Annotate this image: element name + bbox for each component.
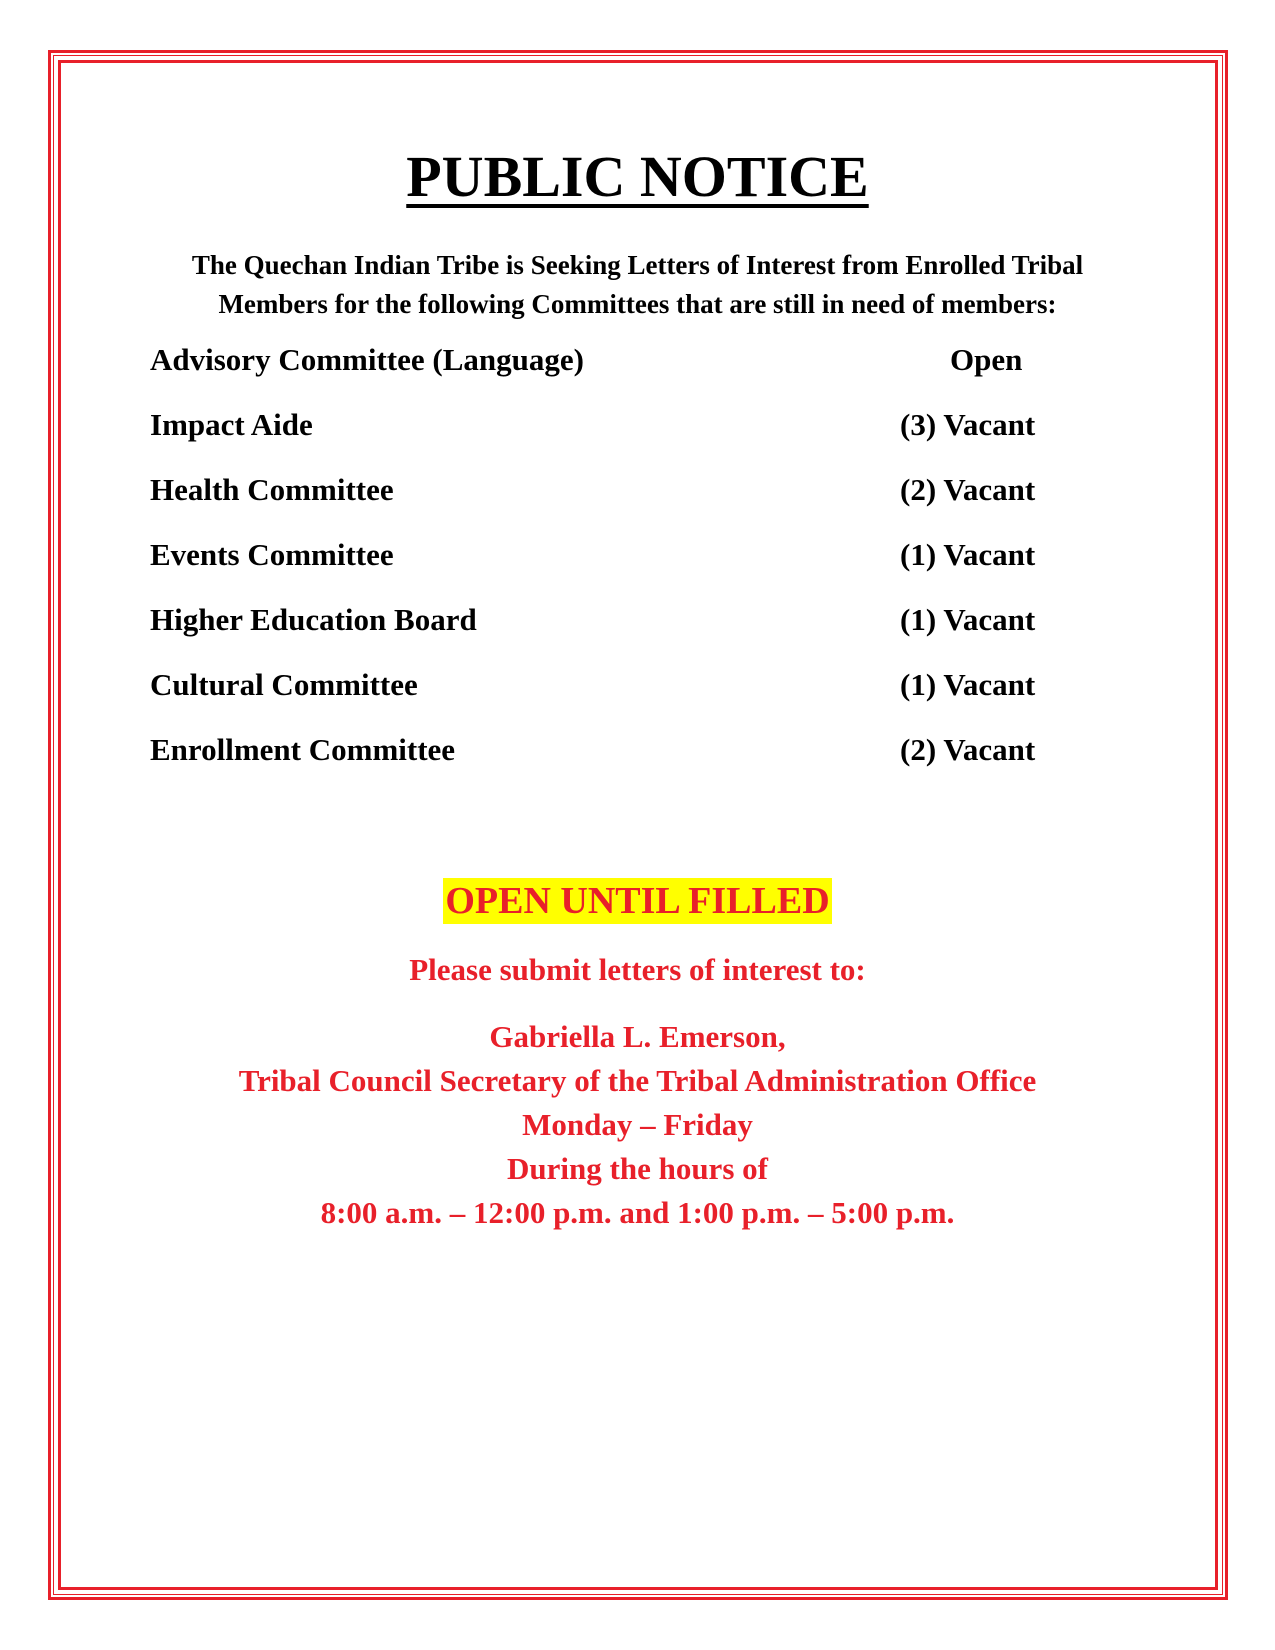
- intro-line: The Quechan Indian Tribe is Seeking Letters of Interest from Enrolled Tribal: [191, 250, 1084, 280]
- notice-title: [0, 144, 1275, 209]
- committee-name: Enrollment Committee: [150, 732, 456, 767]
- committee-row: [150, 342, 1130, 407]
- committee-name: Cultural Committee: [150, 667, 418, 702]
- submit-instructions: Please submit letters of interest to:: [409, 952, 866, 987]
- open-until-filled-text: OPEN UNTIL FILLED: [445, 880, 830, 922]
- committee-row: [150, 667, 1130, 732]
- committee-status: (1) Vacant: [900, 667, 1036, 702]
- contact-block: [0, 1015, 1275, 1235]
- committee-name: Higher Education Board: [150, 602, 477, 637]
- contact-days: Monday – Friday: [522, 1107, 753, 1142]
- committee-status: (2) Vacant: [900, 472, 1036, 507]
- contact-hours-label: During the hours of: [507, 1151, 768, 1186]
- contact-name: Gabriella L. Emerson,: [489, 1019, 786, 1054]
- committee-status: Open: [950, 342, 1023, 377]
- contact-hours: 8:00 a.m. – 12:00 p.m. and 1:00 p.m. – 5:00 p.m.: [320, 1195, 955, 1230]
- committee-list: [150, 342, 1130, 797]
- committee-row: [150, 602, 1130, 667]
- committee-name: Impact Aide: [150, 407, 313, 442]
- committee-row: [150, 732, 1130, 797]
- committee-name: Health Committee: [150, 472, 394, 507]
- committee-row: [150, 472, 1130, 537]
- contact-title: Tribal Council Secretary of the Tribal Administration Office: [238, 1063, 1037, 1098]
- committee-status: (3) Vacant: [900, 407, 1036, 442]
- committee-name: Advisory Committee (Language): [150, 342, 584, 377]
- open-until-filled-banner: [0, 878, 1275, 924]
- committee-row: [150, 407, 1130, 472]
- notice-intro: [0, 246, 1275, 324]
- notice-title-text: PUBLIC NOTICE: [406, 144, 869, 209]
- committee-row: [150, 537, 1130, 602]
- intro-line: Members for the following Committees that are still in need of members:: [218, 289, 1057, 319]
- committee-status: (2) Vacant: [900, 732, 1036, 767]
- committee-status: (1) Vacant: [900, 602, 1036, 637]
- committee-status: (1) Vacant: [900, 537, 1036, 572]
- committee-name: Events Committee: [150, 537, 394, 572]
